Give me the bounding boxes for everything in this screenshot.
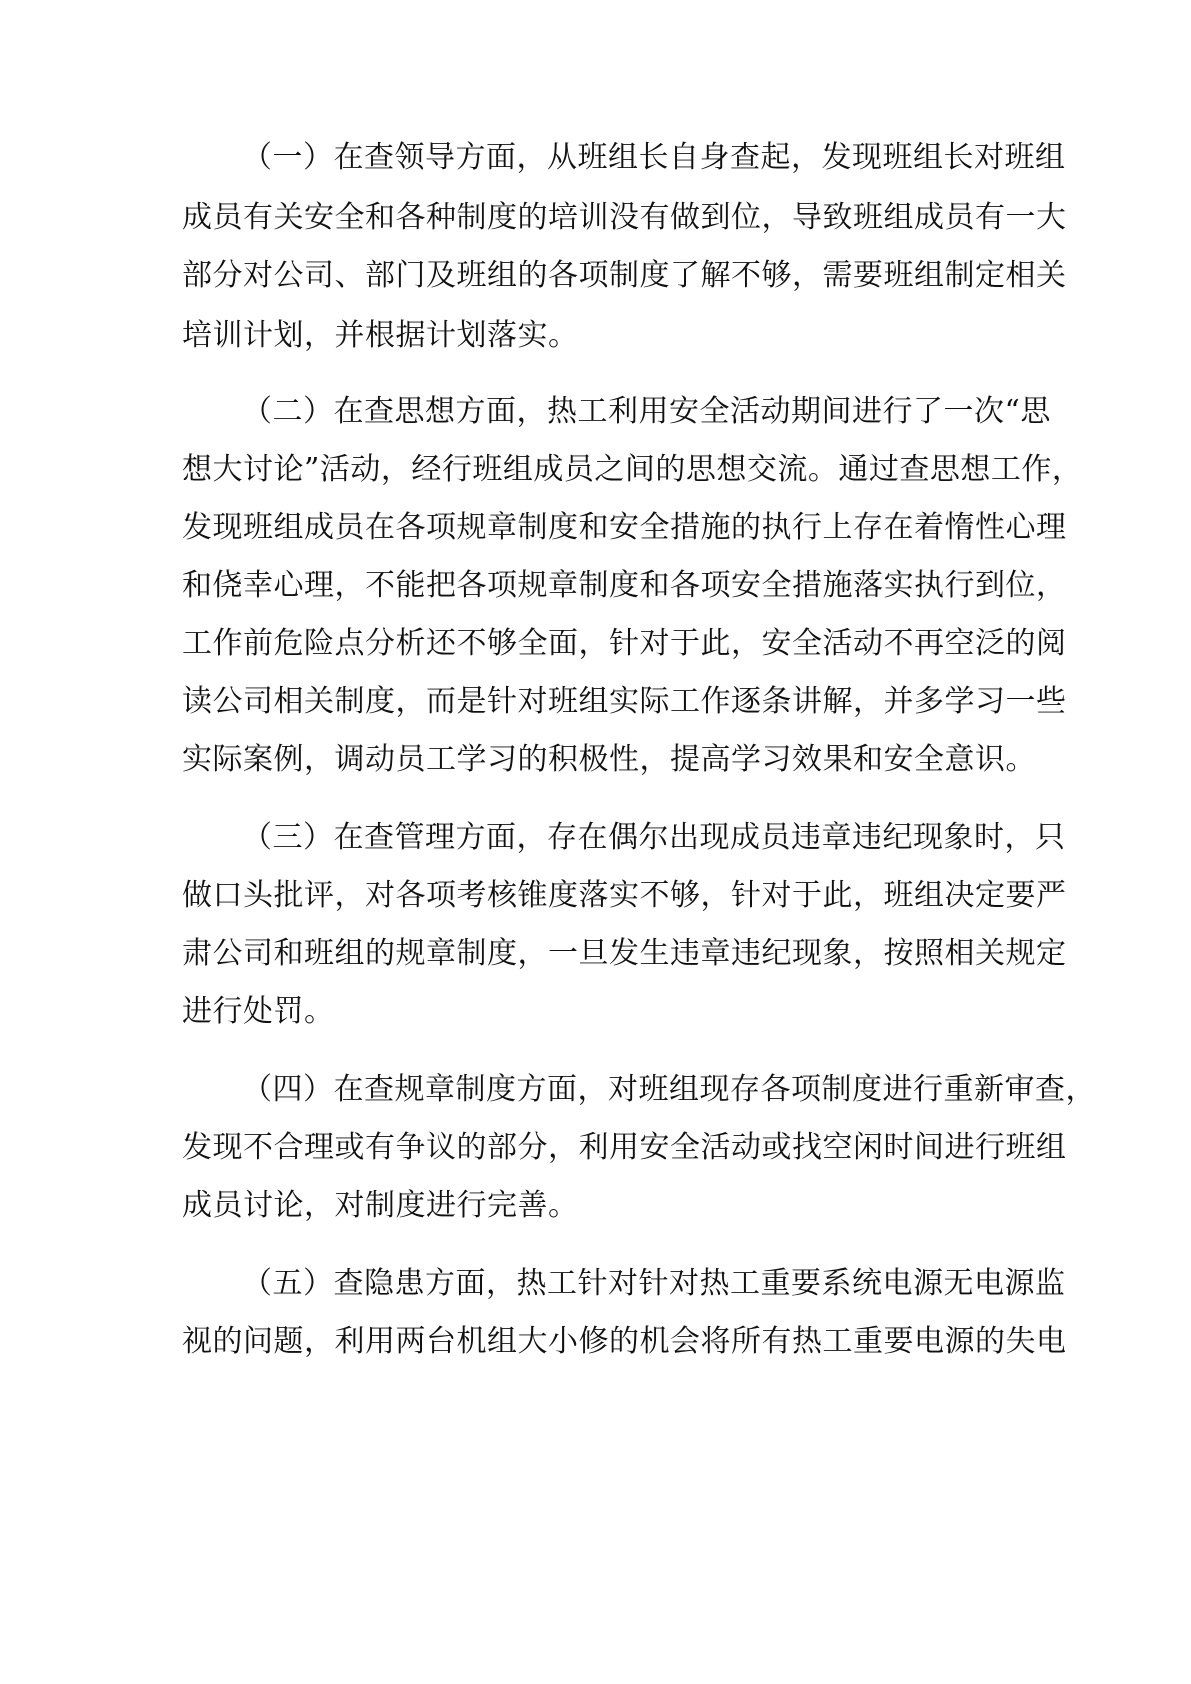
paragraph-2-line-3: 发现班组成员在各项规章制度和安全措施的执行上存在着惰性心理 [182,510,1067,545]
paragraph-2-line-7: 实际案例，调动员工学习的积极性，提高学习效果和安全意识。 [182,742,1036,777]
paragraph-1-line-2: 成员有关安全和各种制度的培训没有做到位，导致班组成员有一大 [182,200,1067,235]
paragraph-2-line-5: 工作前危险点分析还不够全面，针对于此，安全活动不再空泛的阅 [182,626,1067,661]
paragraph-5-line-1: （五）查隐患方面，热工针对针对热工重要系统电源无电源监 [242,1266,1066,1301]
paragraph-2-line-6: 读公司相关制度，而是针对班组实际工作逐条讲解，并多学习一些 [182,684,1067,719]
paragraph-5-line-2: 视的问题，利用两台机组大小修的机会将所有热工重要电源的失电 [182,1324,1067,1359]
paragraph-2-line-1: （二）在查思想方面，热工利用安全活动期间进行了一次“思 [242,394,1051,429]
paragraph-3-line-4: 进行处罚。 [182,994,335,1029]
paragraph-1-line-1: （一）在查领导方面，从班组长自身查起，发现班组长对班组 [242,140,1066,175]
paragraph-4-line-1: （四）在查规章制度方面，对班组现存各项制度进行重新审查， [242,1072,1096,1107]
paragraph-1-line-3: 部分对公司、部门及班组的各项制度了解不够，需要班组制定相关 [182,258,1067,293]
paragraph-4-line-2: 发现不合理或有争议的部分，利用安全活动或找空闲时间进行班组 [182,1130,1067,1165]
paragraph-1-line-4: 培训计划，并根据计划落实。 [182,318,579,353]
paragraph-2-line-2: 想大讨论”活动，经行班组成员之间的思想交流。通过查思想工作， [182,452,1083,487]
paragraph-3-line-3: 肃公司和班组的规章制度，一旦发生违章违纪现象，按照相关规定 [182,936,1067,971]
paragraph-4-line-3: 成员讨论，对制度进行完善。 [182,1188,579,1223]
paragraph-2-line-4: 和侥幸心理，不能把各项规章制度和各项安全措施落实执行到位， [182,568,1067,603]
paragraph-3-line-2: 做口头批评，对各项考核锥度落实不够，针对于此，班组决定要严 [182,878,1067,913]
paragraph-3-line-1: （三）在查管理方面，存在偶尔出现成员违章违纪现象时，只 [242,820,1066,855]
